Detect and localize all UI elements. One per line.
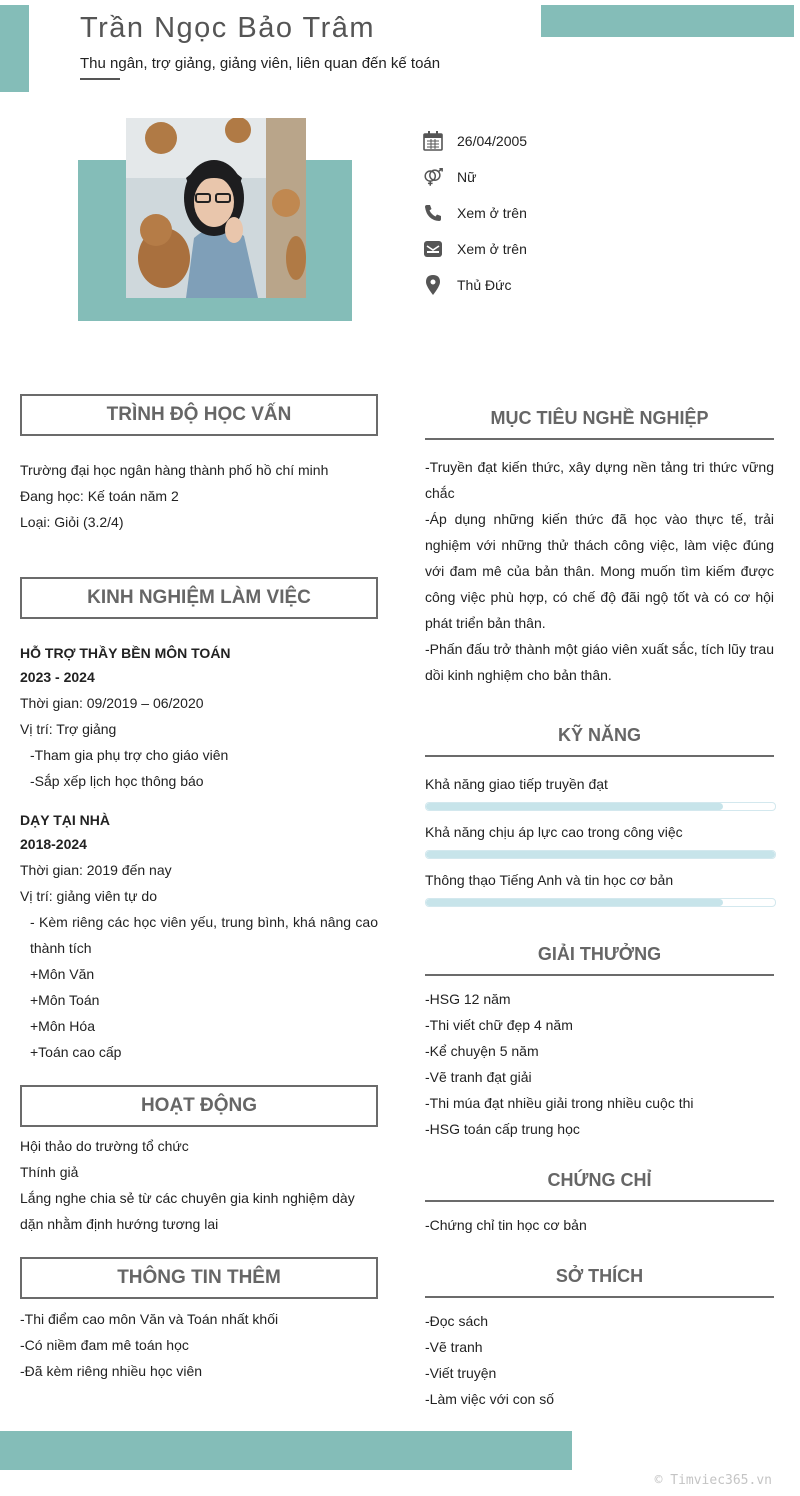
title-underline	[80, 78, 120, 80]
job-detail: -Tham gia phụ trợ cho giáo viên	[30, 747, 229, 763]
job-time: Thời gian: 09/2019 – 06/2020	[20, 695, 204, 711]
hobby-line: -Viết truyện	[425, 1365, 497, 1381]
extra-line: -Có niềm đam mê toán học	[20, 1337, 189, 1353]
top-left-accent-block	[0, 5, 29, 92]
contact-location	[422, 273, 512, 297]
contact-email	[422, 237, 527, 261]
job-position: Vị trí: Trợ giảng	[20, 721, 117, 737]
skill-label: Khả năng giao tiếp truyền đạt	[425, 776, 608, 792]
email-icon	[422, 238, 444, 260]
award-line: -HSG toán cấp trung học	[425, 1121, 580, 1137]
skill-bar	[425, 802, 776, 811]
hobbies-section	[425, 1308, 774, 1412]
certificates-section	[425, 1212, 774, 1238]
job-years: 2023 - 2024	[20, 669, 95, 685]
activities-section	[20, 1133, 378, 1237]
job-detail: -Sắp xếp lịch học thông báo	[30, 773, 204, 789]
experience-job-2	[20, 807, 378, 1065]
experience-job-1	[20, 640, 378, 794]
bottom-accent-block	[0, 1431, 572, 1470]
activity-line: Hội thảo do trường tổ chức	[20, 1138, 189, 1154]
objective-paragraph: -Phấn đấu trở thành một giáo viên xuất sắc, tích lũy trau dồi kinh nghiệm cho bản thân.	[425, 641, 774, 683]
phone-icon	[422, 202, 444, 224]
certificates-heading: CHỨNG CHỈ	[425, 1170, 774, 1202]
extra-line: -Đã kèm riêng nhiều học viên	[20, 1363, 203, 1379]
skill-label: Thông thạo Tiếng Anh và tin học cơ bản	[425, 872, 674, 888]
objective-paragraph: -Truyền đạt kiến thức, xây dựng nền tảng tri thức vững chắc	[425, 459, 774, 501]
job-years: 2018-2024	[20, 836, 87, 852]
skill-bar-fill	[426, 851, 775, 858]
education-line: Đang học: Kế toán năm 2	[20, 488, 179, 504]
activity-line: Lắng nghe chia sẻ từ các chuyên gia kinh nghiệm dày dặn nhằm định hướng tương lai	[20, 1190, 355, 1232]
award-line: -Kể chuyện 5 năm	[425, 1043, 539, 1059]
gender-value: Nữ	[457, 169, 477, 185]
calendar-icon	[422, 130, 444, 152]
experience-heading: KINH NGHIỆM LÀM VIỆC	[20, 577, 378, 619]
watermark: © Timviec365.vn	[654, 1473, 772, 1488]
objective-paragraph: -Áp dụng những kiến thức đã học vào thực tế, trải nghiệm với những thử thách công việc, làm việc đúng với đam mê của bản thân. Mong muốn tìm kiếm được công việc phù hợp, có chế độ đãi ngộ tốt và có cơ hội phát triển bản thân.	[425, 511, 774, 631]
job-title: Thu ngân, trợ giảng, giảng viên, liên quan đến kế toán	[80, 55, 441, 72]
extra-info-heading: THÔNG TIN THÊM	[20, 1257, 378, 1299]
awards-heading: GIẢI THƯỞNG	[425, 944, 774, 976]
job-detail: +Môn Toán	[30, 992, 100, 1008]
award-line: -HSG 12 năm	[425, 991, 511, 1007]
skill-bar	[425, 898, 776, 907]
contact-gender	[422, 165, 476, 189]
top-right-accent-block	[541, 5, 794, 37]
education-heading: TRÌNH ĐỘ HỌC VẤN	[20, 394, 378, 436]
job-position: Vị trí: giảng viên tự do	[20, 888, 157, 904]
hobby-line: -Làm việc với con số	[425, 1391, 555, 1407]
gender-icon	[422, 166, 444, 188]
birthdate-value: 26/04/2005	[457, 133, 528, 149]
skill-label: Khả năng chịu áp lực cao trong công việc	[425, 824, 683, 840]
awards-section	[425, 986, 774, 1142]
certificate-line: -Chứng chỉ tin học cơ bản	[425, 1217, 587, 1233]
extra-info-section	[20, 1306, 378, 1384]
job-detail: - Kèm riêng các học viên yếu, trung bình, khá nâng cao thành tích	[30, 914, 378, 956]
skill-bar-fill	[426, 899, 723, 906]
award-line: -Thi viết chữ đẹp 4 năm	[425, 1017, 573, 1033]
job-time: Thời gian: 2019 đến nay	[20, 862, 172, 878]
contact-phone	[422, 201, 527, 225]
activities-heading: HOẠT ĐỘNG	[20, 1085, 378, 1127]
skills-heading: KỸ NĂNG	[425, 725, 774, 757]
skill-bar-fill	[426, 803, 723, 810]
job-detail: +Môn Văn	[30, 966, 95, 982]
profile-photo	[126, 118, 306, 298]
job-detail: +Toán cao cấp	[30, 1044, 122, 1060]
education-line: Loại: Giỏi (3.2/4)	[20, 514, 124, 530]
job-company: DẠY TẠI NHÀ	[20, 812, 110, 828]
objective-section	[425, 454, 774, 688]
skill-bar	[425, 850, 776, 859]
extra-line: -Thi điểm cao môn Văn và Toán nhất khối	[20, 1311, 279, 1327]
phone-value: Xem ở trên	[457, 205, 527, 221]
hobby-line: -Vẽ tranh	[425, 1339, 483, 1355]
email-value: Xem ở trên	[457, 241, 527, 257]
award-line: -Vẽ tranh đạt giải	[425, 1069, 532, 1085]
contact-birthdate	[422, 129, 527, 153]
hobbies-heading: SỞ THÍCH	[425, 1266, 774, 1298]
hobby-line: -Đọc sách	[425, 1313, 489, 1329]
education-section	[20, 457, 378, 535]
job-company: HỖ TRỢ THẦY BỀN MÔN TOÁN	[20, 645, 231, 661]
location-value: Thủ Đức	[457, 277, 512, 293]
job-detail: +Môn Hóa	[30, 1018, 95, 1034]
award-line: -Thi múa đạt nhiều giải trong nhiều cuộc thi	[425, 1095, 694, 1111]
education-line: Trường đại học ngân hàng thành phố hồ chí minh	[20, 462, 329, 478]
activity-line: Thính giả	[20, 1164, 79, 1180]
candidate-name: Trần Ngọc Bảo Trâm	[80, 12, 376, 44]
location-icon	[422, 274, 444, 296]
objective-heading: MỤC TIÊU NGHỀ NGHIỆP	[425, 408, 774, 440]
